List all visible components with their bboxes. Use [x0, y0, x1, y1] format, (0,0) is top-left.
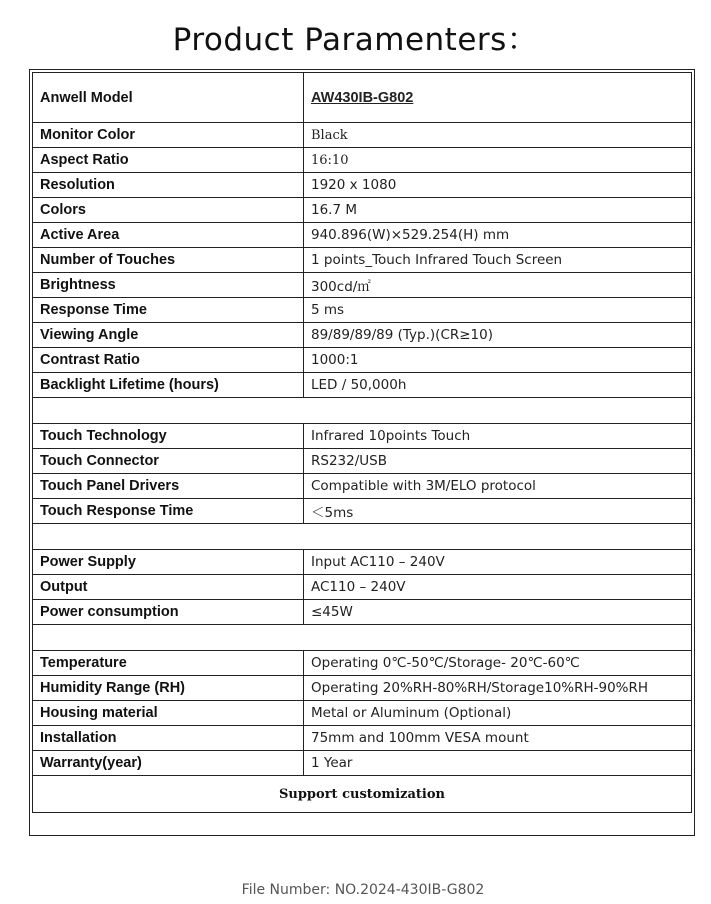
table-row: [33, 424, 692, 449]
spec-value: 300cd/㎡: [304, 273, 692, 298]
spec-label: Housing material: [33, 701, 304, 726]
table-row: [33, 600, 692, 625]
spec-label: Response Time: [33, 298, 304, 323]
customization-note: Support customization: [33, 776, 692, 813]
table-row: [33, 550, 692, 575]
spec-value: ≤45W: [304, 600, 692, 625]
section-divider: [33, 524, 692, 550]
table-row: [33, 701, 692, 726]
section-divider: [33, 625, 692, 651]
table-row: [33, 499, 692, 524]
spec-label: Temperature: [33, 651, 304, 676]
table-row: [33, 123, 692, 148]
table-row: [33, 575, 692, 600]
spec-value: 1 points_Touch Infrared Touch Screen: [304, 248, 692, 273]
spec-label: Touch Panel Drivers: [33, 474, 304, 499]
spec-value: AC110 – 240V: [304, 575, 692, 600]
page-title: Product Paramenters：: [172, 22, 539, 58]
spec-value: 940.896(W)×529.254(H) mm: [304, 223, 692, 248]
spec-value: Infrared 10points Touch: [304, 424, 692, 449]
table-row: [33, 198, 692, 223]
section-divider-row: [33, 398, 692, 424]
spec-label: Resolution: [33, 173, 304, 198]
spec-value: Operating 0℃-50℃/Storage- 20℃-60℃: [304, 651, 692, 676]
table-row: [33, 323, 692, 348]
table-row-model: [33, 73, 692, 123]
spec-value: Input AC110 – 240V: [304, 550, 692, 575]
table-row: [33, 373, 692, 398]
spec-label: Anwell Model: [33, 73, 304, 123]
spec-value: Compatible with 3M/ELO protocol: [304, 474, 692, 499]
table-row: [33, 173, 692, 198]
model-number-link[interactable]: AW430IB-G802: [304, 73, 692, 123]
spec-label: Warranty(year): [33, 751, 304, 776]
table-row: [33, 726, 692, 751]
section-divider-row: [33, 625, 692, 651]
table-row: [33, 651, 692, 676]
table-row: [33, 273, 692, 298]
spec-value: LED / 50,000h: [304, 373, 692, 398]
table-row-footer: [33, 776, 692, 813]
spec-value: 1000:1: [304, 348, 692, 373]
spec-value: 1920 x 1080: [304, 173, 692, 198]
spec-value: Operating 20%RH-80%RH/Storage10%RH-90%RH: [304, 676, 692, 701]
table-row: [33, 148, 692, 173]
table-row: [33, 676, 692, 701]
spec-value: ＜5ms: [304, 499, 692, 524]
spec-label: Viewing Angle: [33, 323, 304, 348]
file-number: File Number: NO.2024-430IB-G802: [241, 882, 485, 898]
spec-label: Power Supply: [33, 550, 304, 575]
table-row: [33, 348, 692, 373]
spec-value: RS232/USB: [304, 449, 692, 474]
spec-label: Monitor Color: [33, 123, 304, 148]
spec-value: 5 ms: [304, 298, 692, 323]
spec-label: Touch Response Time: [33, 499, 304, 524]
table-row: [33, 223, 692, 248]
table-row: [33, 298, 692, 323]
spec-label: Backlight Lifetime (hours): [33, 373, 304, 398]
spec-value: 16:10: [304, 148, 692, 173]
table-row: [33, 449, 692, 474]
table-row: [33, 751, 692, 776]
spec-label: Colors: [33, 198, 304, 223]
spec-value: 89/89/89/89 (Typ.)(CR≥10): [304, 323, 692, 348]
spec-table: [32, 72, 692, 813]
spec-label: Humidity Range (RH): [33, 676, 304, 701]
table-row: [33, 474, 692, 499]
spec-value: 1 Year: [304, 751, 692, 776]
spec-label: Aspect Ratio: [33, 148, 304, 173]
spec-label: Installation: [33, 726, 304, 751]
spec-value: 16.7 M: [304, 198, 692, 223]
spec-label: Number of Touches: [33, 248, 304, 273]
spec-value: Metal or Aluminum (Optional): [304, 701, 692, 726]
spec-label: Brightness: [33, 273, 304, 298]
spec-table-frame: [29, 69, 695, 836]
section-divider: [33, 398, 692, 424]
spec-label: Contrast Ratio: [33, 348, 304, 373]
spec-label: Power consumption: [33, 600, 304, 625]
spec-value: Black: [304, 123, 692, 148]
spec-label: Touch Connector: [33, 449, 304, 474]
spec-label: Touch Technology: [33, 424, 304, 449]
section-divider-row: [33, 524, 692, 550]
spec-value: 75mm and 100mm VESA mount: [304, 726, 692, 751]
table-row: [33, 248, 692, 273]
spec-label: Output: [33, 575, 304, 600]
spec-label: Active Area: [33, 223, 304, 248]
